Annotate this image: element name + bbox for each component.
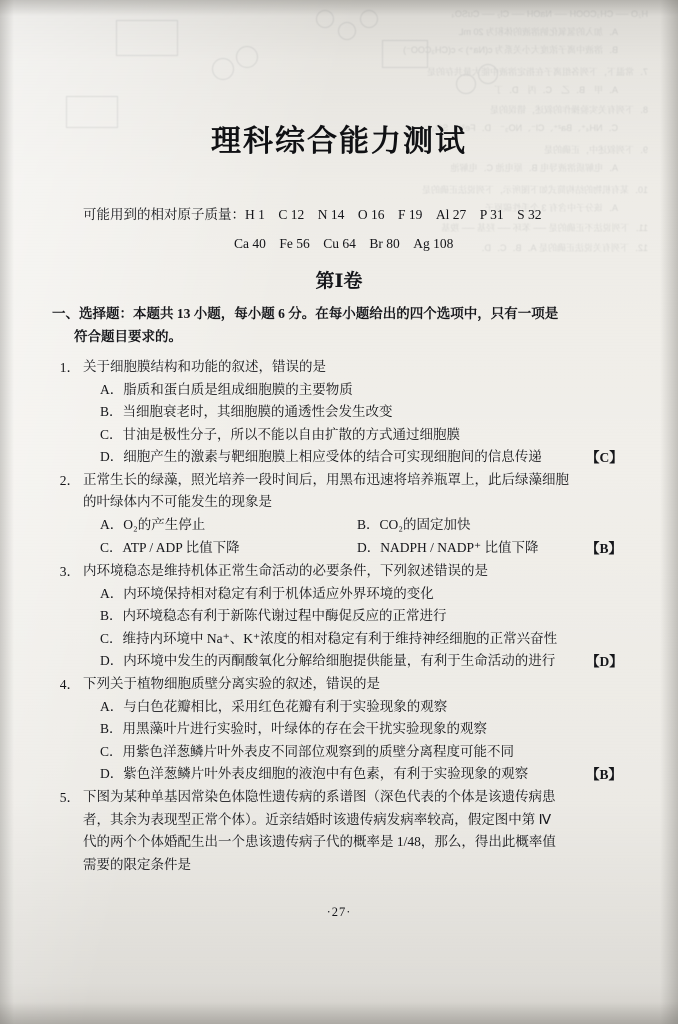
question-1-option-a: A．脂质和蛋白质是组成细胞膜的主要物质 bbox=[100, 382, 353, 397]
question-3-answer: 【D】 bbox=[586, 654, 623, 669]
question-number-1: 1． bbox=[59, 360, 80, 375]
instruction-line-1: 一、选择题：本题共 13 小题，每小题 6 分。在每小题给出的四个选项中，只有一项是 bbox=[52, 306, 559, 321]
question-2-option-b: B．CO₂的固定加快 bbox=[357, 517, 471, 532]
instruction-line-2: 符合题目要求的。 bbox=[74, 328, 182, 344]
section-heading: 第Ⅰ卷 bbox=[315, 270, 363, 292]
question-1-option-d: D．细胞产生的激素与靶细胞膜上相应受体的结合可实现细胞间的信息传递 bbox=[100, 449, 542, 464]
question-stem-2-line-2: 的叶绿体内不可能发生的现象是 bbox=[83, 494, 272, 509]
question-2-option-d: D．NADPH / NADP⁺ 比值下降 bbox=[357, 540, 539, 555]
question-3-option-c: C．维持内环境中 Na⁺、K⁺浓度的相对稳定有利于维持神经细胞的正常兴奋性 bbox=[100, 631, 558, 646]
question-stem-2-line-1: 正常生长的绿藻，照光培养一段时间后，用黑布迅速将培养瓶罩上，此后绿藻细胞 bbox=[83, 472, 569, 487]
question-number-4: 4． bbox=[59, 677, 80, 692]
question-stem-5-line-2: 者，其余为表现型正常个体）。近亲结婚时该遗传病发病率较高，假定图中第 Ⅳ bbox=[83, 812, 552, 827]
atomic-mass-line-1: 可能用到的相对原子质量：H 1 C 12 N 14 O 16 F 19 Al 27 P 31 S 32 bbox=[83, 207, 542, 222]
question-3-option-b: B．内环境稳态有利于新陈代谢过程中酶促反应的正常进行 bbox=[100, 608, 447, 623]
question-1-answer: 【C】 bbox=[586, 450, 623, 465]
question-4-option-b: B．用黑藻叶片进行实验时，叶绿体的存在会干扰实验现象的观察 bbox=[100, 721, 488, 736]
question-number-5: 5． bbox=[59, 790, 80, 805]
question-3-option-a: A．内环境保持相对稳定有利于机体适应外界环境的变化 bbox=[100, 586, 434, 601]
question-stem-5-line-1: 下图为某种单基因常染色体隐性遗传病的系谱图（深色代表的个体是该遗传病患 bbox=[83, 789, 556, 804]
page-title: 理科综合能力测试 bbox=[211, 124, 467, 159]
question-stem-5-line-4: 需要的限定条件是 bbox=[83, 857, 191, 872]
question-2-option-a: A．O₂的产生停止 bbox=[100, 517, 206, 532]
question-stem-1: 关于细胞膜结构和功能的叙述，错误的是 bbox=[83, 359, 326, 374]
instruction-block bbox=[52, 303, 634, 348]
question-4-option-c: C．用紫色洋葱鳞片叶外表皮不同部位观察到的质壁分离程度可能不同 bbox=[100, 744, 515, 759]
question-3-option-d: D．内环境中发生的丙酮酸氧化分解给细胞提供能量，有利于生命活动的进行 bbox=[100, 653, 556, 668]
atomic-mass-line-2: Ca 40 Fe 56 Cu 64 Br 80 Ag 108 bbox=[234, 236, 454, 251]
question-number-2: 2． bbox=[59, 473, 80, 488]
question-stem-4: 下列关于植物细胞质壁分离实验的叙述，错误的是 bbox=[83, 676, 380, 691]
reverse-page-bleed-through: A．加入的氢氧化钠溶液的体积为 20 mL B．溶液中离子浓度大小关系为 c(Na⁺) > c(CH₃COO⁻) 7．常温下，下列各组离子在指定溶液中能大量共存的是 A．甲 B．乙 C．丙 D．丁 8．下列有关实验操作的叙述，错误的是 C．NH₄⁺、Ba²⁺、Cl⁻、NO₃⁻ D．Fe³⁺、SO₄²⁻ 9．下列叙述中，正确的是 A．电解质溶液导电 B．原电池 C．电解池 10．某有机物的结构简式如下图所示，下列说法正确的是 A．该分子中含有 3 个手性碳原子 11．下列说法不正确的是 ── 苯环 ── 羟基 ── 羧基 12．下列有关说法正确的是 A．B．C．D． bbox=[0, 0, 678, 270]
question-stem-3: 内环境稳态是维持机体正常生命活动的必要条件，下列叙述错误的是 bbox=[83, 563, 488, 578]
question-1-option-b: B．当细胞衰老时，其细胞膜的通透性会发生改变 bbox=[100, 404, 393, 419]
question-4-option-d: D．紫色洋葱鳞片叶外表皮细胞的液泡中有色素，有利于实验现象的观察 bbox=[100, 766, 529, 781]
question-1-option-c: C．甘油是极性分子，所以不能以自由扩散的方式通过细胞膜 bbox=[100, 427, 461, 442]
question-number-3: 3． bbox=[59, 564, 80, 579]
question-stem-5-line-3: 代的两个个体婚配生出一个患该遗传病子代的概率是 1/48，那么，得出此概率值 bbox=[83, 834, 556, 849]
question-2-option-c: C．ATP / ADP 比值下降 bbox=[100, 540, 240, 555]
page-number: ·27· bbox=[326, 905, 352, 919]
question-2-answer: 【B】 bbox=[586, 541, 623, 556]
question-4-answer: 【B】 bbox=[586, 767, 623, 782]
question-4-option-a: A．与白色花瓣相比，采用红色花瓣有利于实验现象的观察 bbox=[100, 699, 448, 714]
